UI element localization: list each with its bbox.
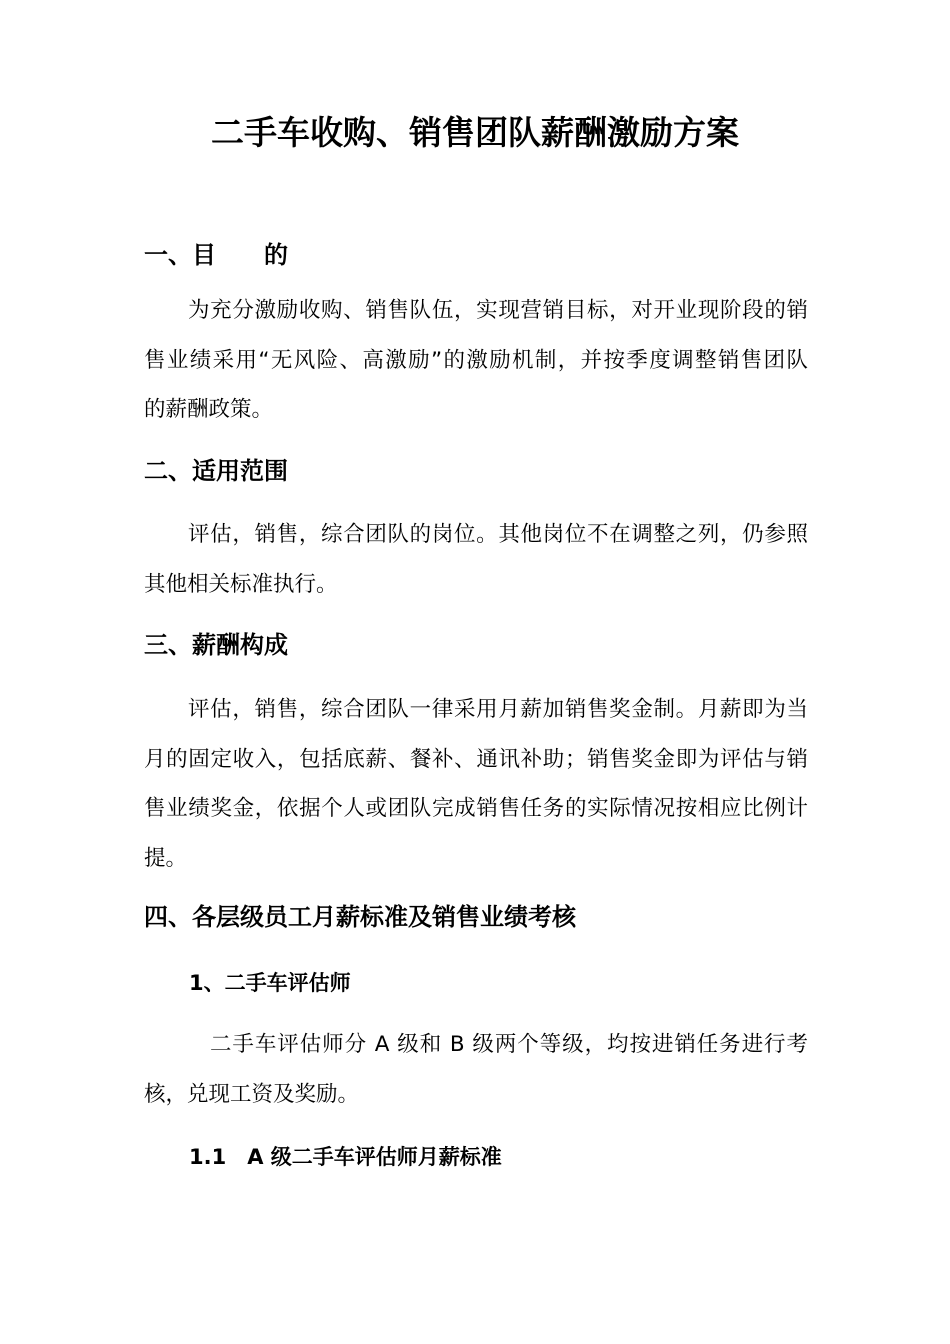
paragraph-line: 为充分激励收购、销售队伍，实现营销目标，对开业现阶段的销: [188, 298, 808, 323]
paragraph-line: 核，兑现工资及奖励。: [144, 1081, 360, 1107]
paragraph-line: 售业绩采用“无风险、高激励”的激励机制，并按季度调整销售团队: [144, 347, 808, 373]
paragraph-line: 评估，销售，综合团队的岗位。其他岗位不在调整之列，仍参照: [188, 522, 808, 547]
paragraph-line: 提。: [144, 845, 188, 871]
section-heading-purpose-prefix: 一、目: [144, 241, 216, 269]
section-heading-compensation: 三、薪酬构成: [144, 631, 288, 659]
section-heading-scope: 二、适用范围: [144, 457, 288, 485]
paragraph-line: 其他相关标准执行。: [144, 571, 338, 597]
paragraph-scope: [144, 510, 808, 609]
sub-heading-appraiser: 1、二手车评估师: [189, 971, 351, 995]
document-title: 二手车收购、销售团队薪酬激励方案: [211, 113, 739, 152]
sub-heading-a-level-salary: 1.1 A 级二手车评估师月薪标准: [189, 1145, 502, 1169]
section-heading-purpose: [144, 238, 288, 272]
paragraph-line: 评估，销售，综合团队一律采用月薪加销售奖金制。月薪即为当: [188, 697, 808, 722]
paragraph-line: 二手车评估师分 A 级和 B 级两个等级，均按进销任务进行考: [210, 1032, 808, 1057]
paragraph-purpose: [144, 286, 808, 435]
paragraph-line: 的薪酬政策。: [144, 397, 274, 422]
section-heading-purpose-suffix: 的: [264, 241, 288, 269]
paragraph-appraiser: [144, 1020, 808, 1119]
paragraph-line: 售业绩奖金，依据个人或团队完成销售任务的实际情况按相应比例计: [144, 796, 808, 821]
section-heading-salary-standards: 四、各层级员工月薪标准及销售业绩考核: [144, 903, 576, 931]
paragraph-line: 月的固定收入，包括底薪、餐补、通讯补助；销售奖金即为评估与销: [144, 746, 808, 772]
paragraph-compensation: [144, 685, 808, 883]
